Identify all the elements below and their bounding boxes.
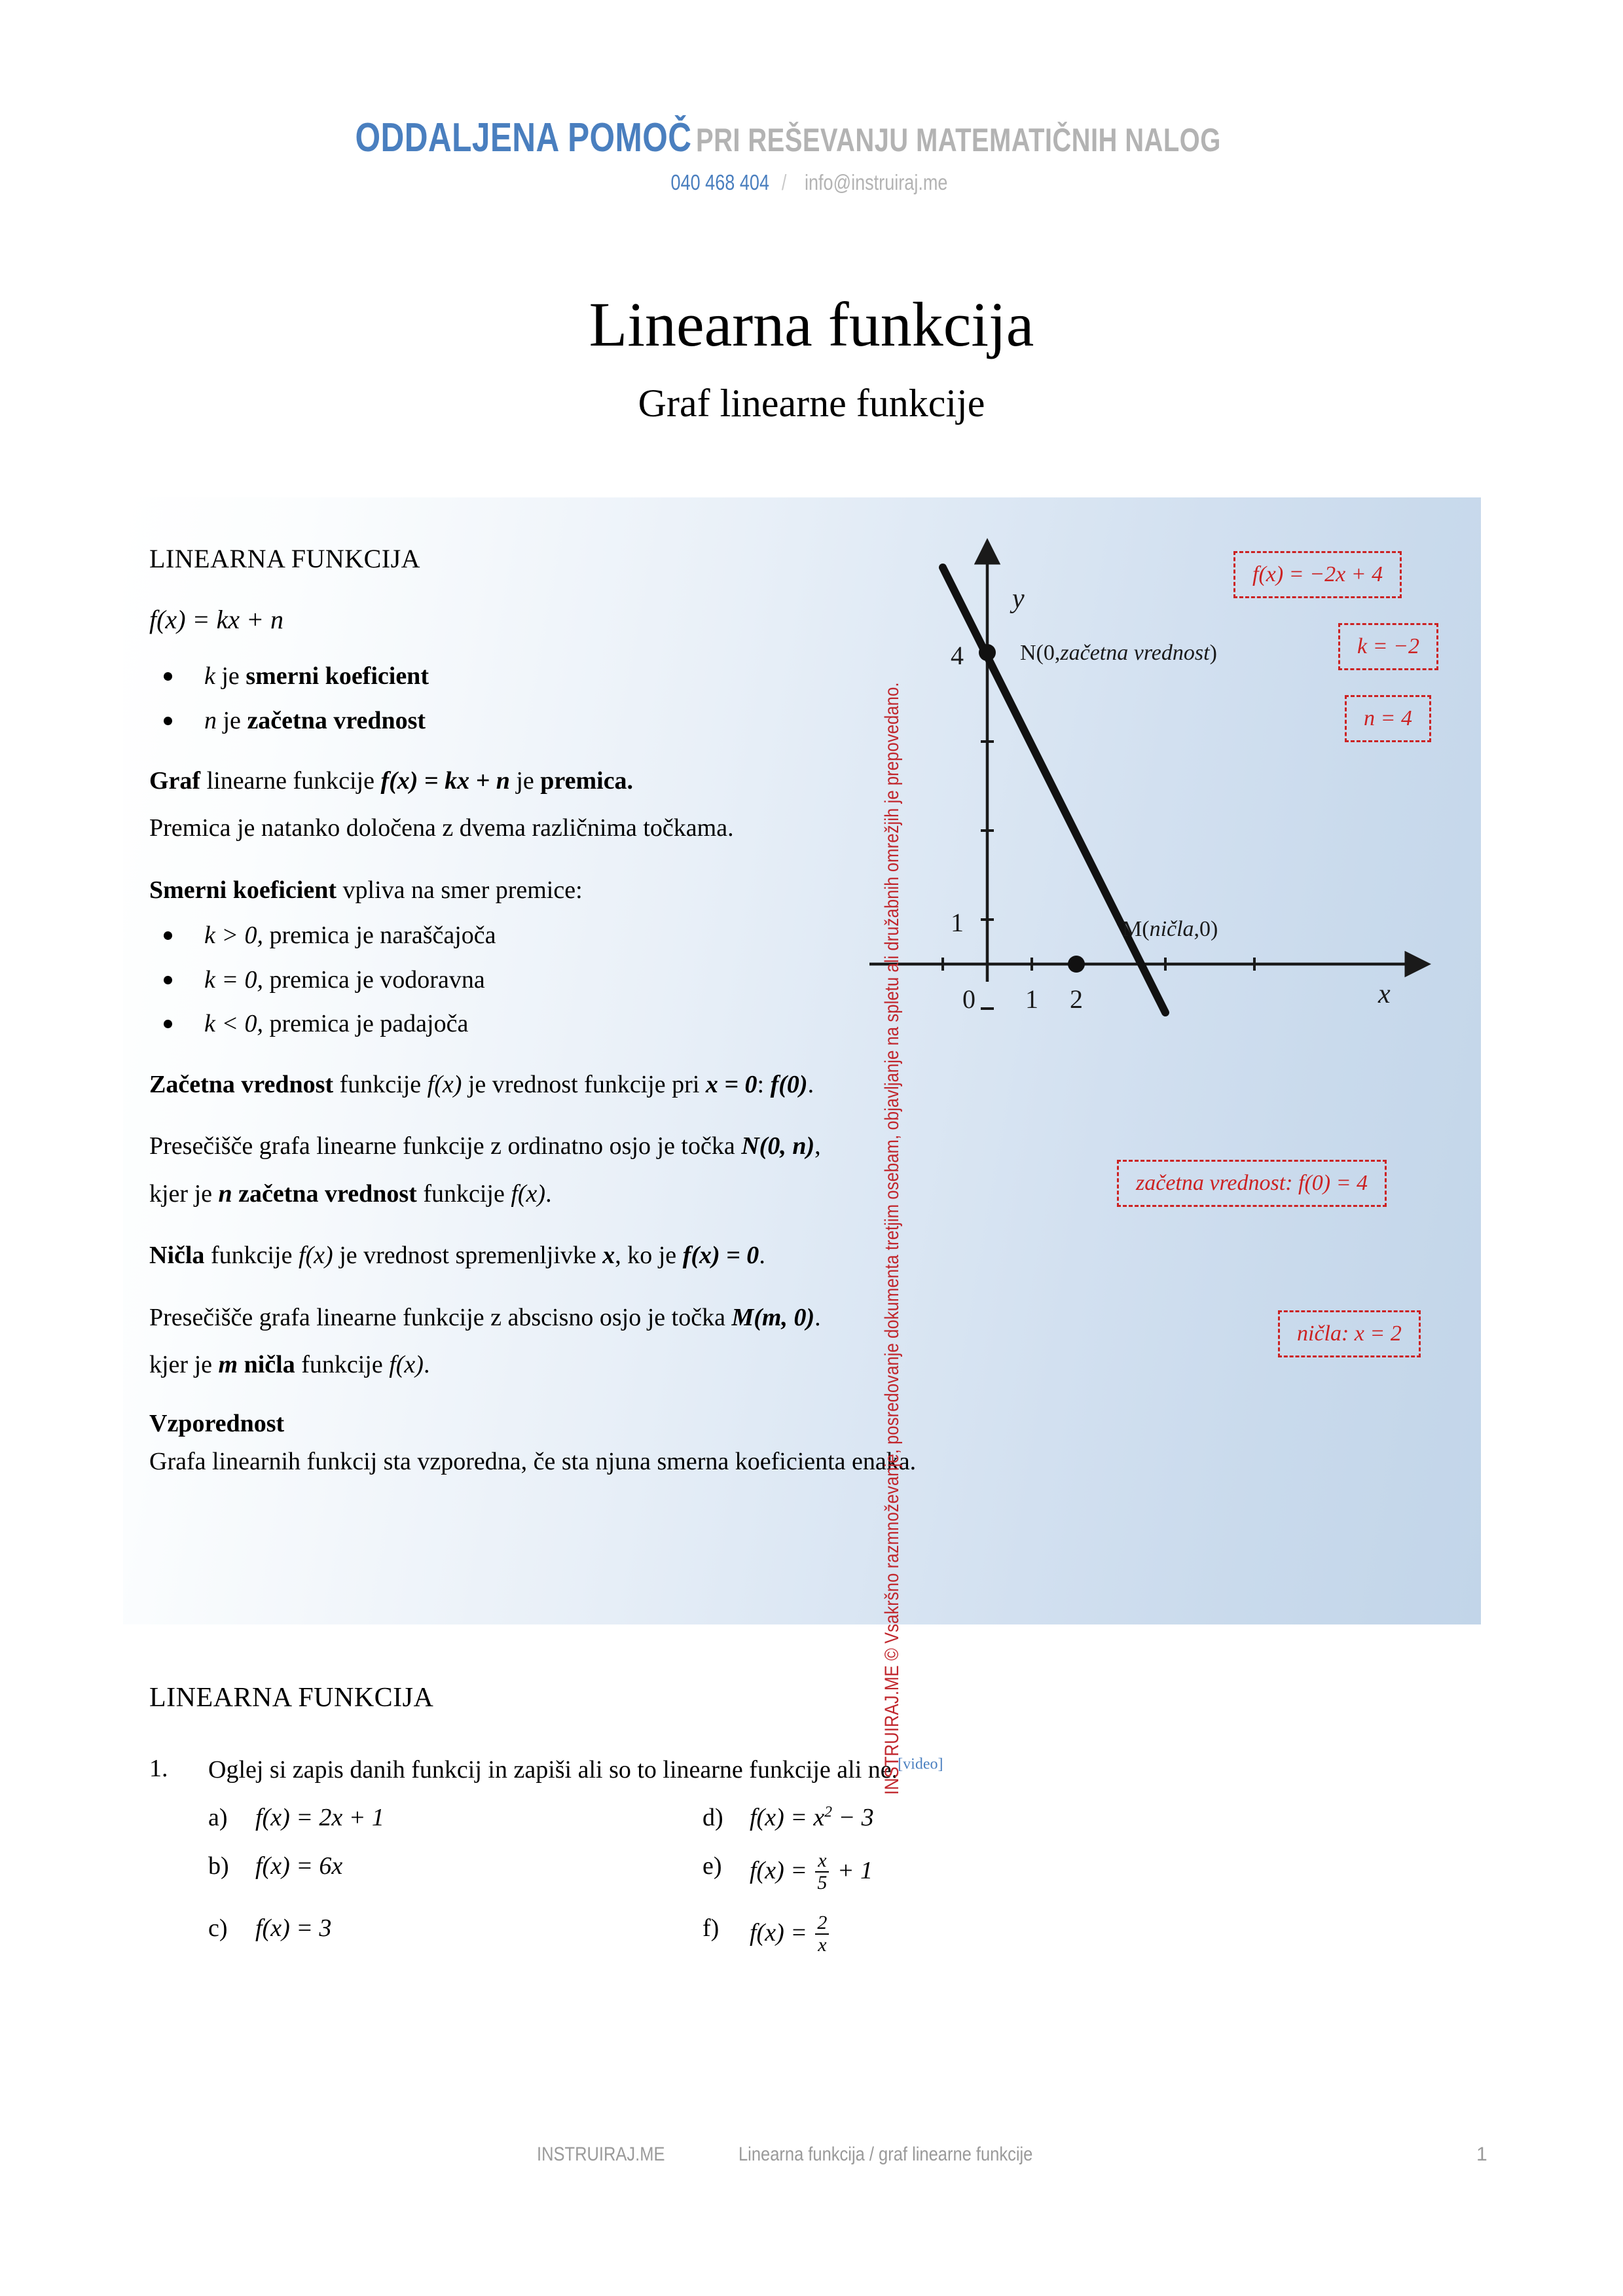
x-tick-label-2: 2 xyxy=(1070,984,1083,1014)
subitem-row xyxy=(208,1914,1197,1956)
presecisce-ordinata-line xyxy=(149,1129,922,1163)
list-item xyxy=(149,920,922,952)
point-N xyxy=(979,644,996,661)
pa-point-M: M(m, 0) xyxy=(731,1303,815,1331)
kn-t3: . xyxy=(545,1179,552,1208)
premica-label: premica. xyxy=(540,767,634,795)
point-M xyxy=(1068,956,1085,973)
graf-premica-line xyxy=(149,764,922,798)
brand-line xyxy=(0,115,1623,161)
exercise-prompt: Oglej si zapis danih funkcij in zapiši ali so to linearne funkcije ali ne. xyxy=(208,1756,898,1784)
subitem-label-f: f) xyxy=(702,1914,720,1943)
y-axis-label: y xyxy=(1012,584,1025,614)
km-m2: f(x) xyxy=(389,1351,424,1378)
side-copyright-notice xyxy=(881,501,903,1795)
smerni-text: vpliva na smer premice: xyxy=(337,876,583,904)
contact-phone[interactable]: 040 468 404 xyxy=(670,170,769,194)
subitem-label-c: c) xyxy=(208,1914,228,1943)
footer-path: Linearna funkcija / graf linearne funkcije xyxy=(739,2144,1033,2165)
km-t3: . xyxy=(423,1351,430,1378)
footer-page-number: 1 xyxy=(1476,2144,1487,2165)
slope-text-0: premica je naraščajoča xyxy=(263,922,496,950)
linear-function-graph xyxy=(858,550,1434,1014)
annotation-intercept-n: n = 4 xyxy=(1345,695,1431,742)
smerni-label: Smerni koeficient xyxy=(149,876,337,904)
annotation-zacetna-vrednost: začetna vrednost: f(0) = 4 xyxy=(1117,1160,1387,1207)
page-header xyxy=(0,115,1623,195)
subitem-b xyxy=(208,1852,702,1894)
pa-t2: . xyxy=(814,1303,821,1331)
zv-t4: . xyxy=(807,1070,814,1098)
contact-separator: / xyxy=(782,170,787,194)
premica-determined-line: Premica je natanko določena z dvema različnima točkama. xyxy=(149,814,734,842)
exercise-item-1 xyxy=(149,1754,1197,1786)
annotation-function-formula: f(x) = −2x + 4 xyxy=(1233,551,1402,598)
km-m1: m xyxy=(218,1351,238,1378)
slope-text-1: premica je vodoravna xyxy=(263,965,485,994)
exercise-number: 1. xyxy=(149,1755,168,1782)
annotation-slope-k: k = −2 xyxy=(1338,623,1438,670)
bullet-var-k: k xyxy=(204,662,215,690)
nl-t1: funkcije xyxy=(204,1242,299,1270)
graf-label: Graf xyxy=(149,767,201,795)
nicla-definition-line xyxy=(149,1238,922,1272)
bullet-je-0: je xyxy=(221,662,240,690)
x-tick-label-1: 1 xyxy=(1025,984,1038,1014)
contact-line xyxy=(0,170,1623,195)
nl-m1: f(x) xyxy=(298,1242,333,1270)
nl-t3: , ko je xyxy=(615,1242,683,1270)
slope-cond-2: k < 0, xyxy=(204,1010,264,1038)
list-item xyxy=(149,965,922,996)
subitem-expr-d: $f(x) = x^2 - 3$ xyxy=(750,1803,874,1832)
list-item xyxy=(149,706,922,737)
kn-m2: f(x) xyxy=(511,1179,546,1208)
main-formula: f(x) = kx + n xyxy=(149,605,283,634)
slope-cond-0: k > 0, xyxy=(204,922,264,950)
zv-m3: f(0) xyxy=(770,1070,808,1098)
fraction-2-over-x: $\frac{2}{x}$ xyxy=(815,1912,829,1955)
subitem-a xyxy=(208,1803,702,1832)
brand-name: ODDALJENA POMOČ xyxy=(355,115,692,160)
zv-t3: : xyxy=(757,1070,771,1098)
footer-brand: INSTRUIRAJ.ME xyxy=(537,2144,665,2165)
y-tick-label-1: 1 xyxy=(951,908,964,937)
subitem-row xyxy=(208,1803,1197,1832)
bullet-term-n: začetna vrednost xyxy=(247,706,426,734)
nl-t4: . xyxy=(759,1242,765,1270)
subitem-label-a: a) xyxy=(208,1804,228,1832)
po-t1: Presečišče grafa linearne funkcije z ordinatno osjo je točka xyxy=(149,1132,742,1160)
vzporednost-text: Grafa linearnih funkcij sta vzporedna, če sta njuna smerna koeficienta enaka. xyxy=(149,1448,917,1476)
fraction-x-over-5: $\frac{x}{5}$ xyxy=(815,1850,829,1893)
subitem-expr-f: f(x) = $\frac{2}{x}$ xyxy=(750,1914,831,1956)
zv-t1: funkcije xyxy=(333,1070,428,1098)
x-tick-label-0: 0 xyxy=(962,984,976,1014)
pa-t1: Presečišče grafa linearne funkcije z abscisno osjo je točka xyxy=(149,1303,732,1331)
presecisce-abscisa-line xyxy=(149,1300,922,1335)
subitem-c xyxy=(208,1914,702,1956)
kjer-m-line xyxy=(149,1348,922,1382)
slope-text-2: premica je padajoča xyxy=(263,1010,469,1038)
subitem-d xyxy=(702,1803,1197,1832)
smerni-intro-line xyxy=(149,873,922,907)
point-M-label: M(ničla,0) xyxy=(1122,917,1218,941)
zv-m1: f(x) xyxy=(427,1070,462,1098)
subitem-expr-c: f(x) = 3 xyxy=(255,1914,332,1943)
subitem-row xyxy=(208,1852,1197,1894)
definition-bullet-list xyxy=(149,661,922,736)
kn-m1: n xyxy=(218,1179,232,1208)
po-point-N: N(0, n) xyxy=(741,1132,815,1160)
nl-m3: f(x) = 0 xyxy=(682,1242,759,1270)
subitem-expr-a: f(x) = 2x + 1 xyxy=(255,1804,384,1832)
subitem-expr-b: f(x) = 6x xyxy=(255,1852,343,1880)
graf-formula: f(x) = kx + n xyxy=(380,767,510,795)
kn-b1: začetna vrednost xyxy=(232,1179,417,1208)
list-item xyxy=(149,1009,922,1040)
slope-cond-1: k = 0, xyxy=(204,965,264,994)
graph-svg xyxy=(858,550,1434,1014)
zv-m2: x = 0 xyxy=(705,1070,757,1098)
kn-t2: funkcije xyxy=(416,1179,511,1208)
x-axis-label: x xyxy=(1378,979,1391,1009)
theory-content xyxy=(149,543,922,1492)
bullet-var-n: n xyxy=(204,706,217,734)
exercise-subitems-grid xyxy=(208,1803,1197,1956)
page-subtitle: Graf linearne funkcije xyxy=(638,382,985,425)
exercise-text xyxy=(208,1754,1197,1786)
contact-email[interactable]: info@instruiraj.me xyxy=(804,170,948,194)
bullet-term-k: smerni koeficient xyxy=(246,662,429,690)
km-b1: ničla xyxy=(238,1351,295,1378)
zacetna-vrednost-line xyxy=(149,1067,922,1102)
function-line xyxy=(943,567,1121,924)
subitem-f xyxy=(702,1914,1197,1956)
kn-t1: kjer je xyxy=(149,1179,219,1208)
exercises-heading: LINEARNA FUNKCIJA xyxy=(149,1683,434,1713)
nl-m2: x xyxy=(602,1242,615,1270)
subitem-expr-e: f(x) = $\frac{x}{5}$ + 1 xyxy=(750,1850,873,1893)
zv-t2: je vrednost funkcije pri xyxy=(462,1070,706,1098)
bullet-je-1: je xyxy=(223,706,241,734)
subitem-label-d: d) xyxy=(702,1804,723,1832)
subitem-label-b: b) xyxy=(208,1852,229,1880)
graf-text-2: je xyxy=(509,767,541,795)
po-t2: , xyxy=(814,1132,821,1160)
brand-tagline: PRI REŠEVANJU MATEMATIČNIH NALOG xyxy=(695,122,1221,158)
theory-section-heading: LINEARNA FUNKCIJA xyxy=(149,544,421,573)
km-t2: funkcije xyxy=(295,1351,390,1378)
annotation-nicla: ničla: x = 2 xyxy=(1278,1310,1421,1357)
list-item xyxy=(149,661,922,692)
km-t1: kjer je xyxy=(149,1351,219,1378)
graf-text-1: linearne funkcije xyxy=(200,767,381,795)
zacetna-label: Začetna vrednost xyxy=(149,1070,334,1098)
nicla-label: Ničla xyxy=(149,1242,205,1270)
exercises-block xyxy=(149,1754,1197,1976)
y-tick-label-4: 4 xyxy=(951,641,964,670)
point-N-label: N(0,začetna vrednost) xyxy=(1020,641,1217,665)
side-copyright-text: INSTRUIRAJ.ME © Vsakršno razmnoževanje, posredovanje dokumenta tretjim osebam, objavljanje na spletu ali družabnih omrežjih je prepovedano. xyxy=(881,682,903,1795)
subitem-label-e: e) xyxy=(702,1852,722,1880)
subitem-e xyxy=(702,1852,1197,1894)
page-title: Linearna funkcija xyxy=(589,289,1034,359)
vzporednost-heading: Vzporednost xyxy=(149,1410,285,1438)
video-link[interactable]: [video] xyxy=(898,1755,943,1773)
page-footer xyxy=(0,2144,1623,2183)
slope-bullet-list xyxy=(149,920,922,1040)
kjer-n-line xyxy=(149,1177,922,1211)
nl-t2: je vrednost spremenljivke xyxy=(333,1242,603,1270)
